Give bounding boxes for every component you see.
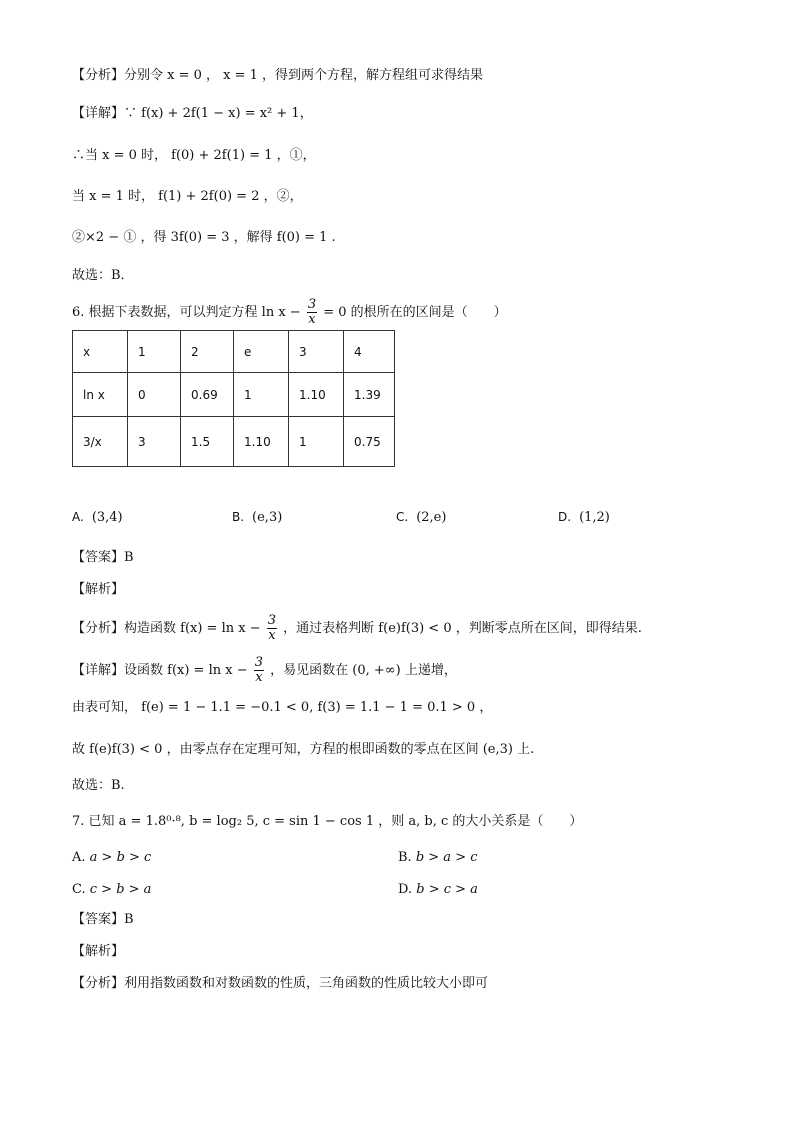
option-d: D. (1,2) [558, 510, 610, 525]
data-table [72, 330, 395, 467]
detail-line: 【详解】∵ f(x) + 2f(1 − x) = x² + 1， [72, 106, 313, 121]
case-x0-line: ∴当 x = 0 时， f(0) + 2f(1) = 1 ，①， [72, 148, 316, 163]
table-row: ln x 0 0.69 1 1.10 1.39 [73, 373, 395, 417]
choice-line: 故选：B． [72, 268, 134, 283]
option-a: A. (3,4) [72, 510, 123, 525]
option-c: C. (2,e) [396, 510, 447, 525]
answer-label: 【答案】B [72, 550, 134, 565]
choice-line: 故选：B. [72, 778, 125, 793]
solve-line: ②×2 − ① ，得 3f(0) = 3 ，解得 f(0) = 1 . [72, 230, 336, 245]
fraction-3-over-x: 3/x [73, 417, 128, 467]
jiexi-label: 【解析】 [72, 582, 125, 597]
stem-text: 6. 根据下表数据，可以判定方程 ln x − [72, 305, 301, 320]
analysis-line: 【分析】分别令 x = 0 ， x = 1 ，得到两个方程，解方程组可求得结果 [72, 68, 484, 83]
detail-line: 【详解】设函数 f(x) = ln x − $\frac{3}{x}$ ，易见函数在 (0, +∞) 上递增， [72, 655, 457, 685]
table-reading-line: 由表可知， f(e) = 1 − 1.1 = −0.1 < 0, f(3) = 1.1 − 1 = 0.1 > 0 ， [72, 700, 493, 715]
stem-text: = 0 的根所在的区间是（ ） [323, 305, 507, 320]
option-d: D. b > c > a [398, 882, 478, 897]
fraction: $\frac{3}{x}$ [254, 655, 264, 685]
analysis-line: 【分析】利用指数函数和对数函数的性质，三角函数的性质比较大小即可 [72, 976, 489, 991]
case-x1-line: 当 x = 1 时， f(1) + 2f(0) = 2 ，②， [72, 189, 303, 204]
question-stem: 7. 已知 a = 1.8⁰·⁸, b = log₂ 5, c = sin 1 − cos 1 ，则 a, b, c 的大小关系是（ ） [72, 814, 583, 829]
option-c: C. c > b > a [72, 882, 152, 897]
question-stem [72, 298, 507, 327]
fraction: $\frac{3}{x}$ [307, 297, 317, 327]
answer-label: 【答案】B [72, 912, 134, 927]
conclusion-line: 故 f(e)f(3) < 0 ，由零点存在定理可知，方程的根即函数的零点在区间 (e,3) 上. [72, 742, 535, 757]
jiexi-label: 【解析】 [72, 944, 125, 959]
table-row: x 1 2 e 3 4 [73, 331, 395, 373]
option-b: B. (e,3) [232, 510, 283, 525]
analysis-line: 【分析】构造函数 f(x) = ln x − $\frac{3}{x}$ ，通过表格判断 f(e)f(3) < 0 ，判断零点所在区间，即得结果. [72, 613, 642, 643]
table-row: 3/x 3 1.5 1.10 1 0.75 [73, 417, 395, 467]
option-a: A. a > b > c [72, 850, 152, 865]
fraction: $\frac{3}{x}$ [267, 613, 277, 643]
option-b: B. b > a > c [398, 850, 478, 865]
